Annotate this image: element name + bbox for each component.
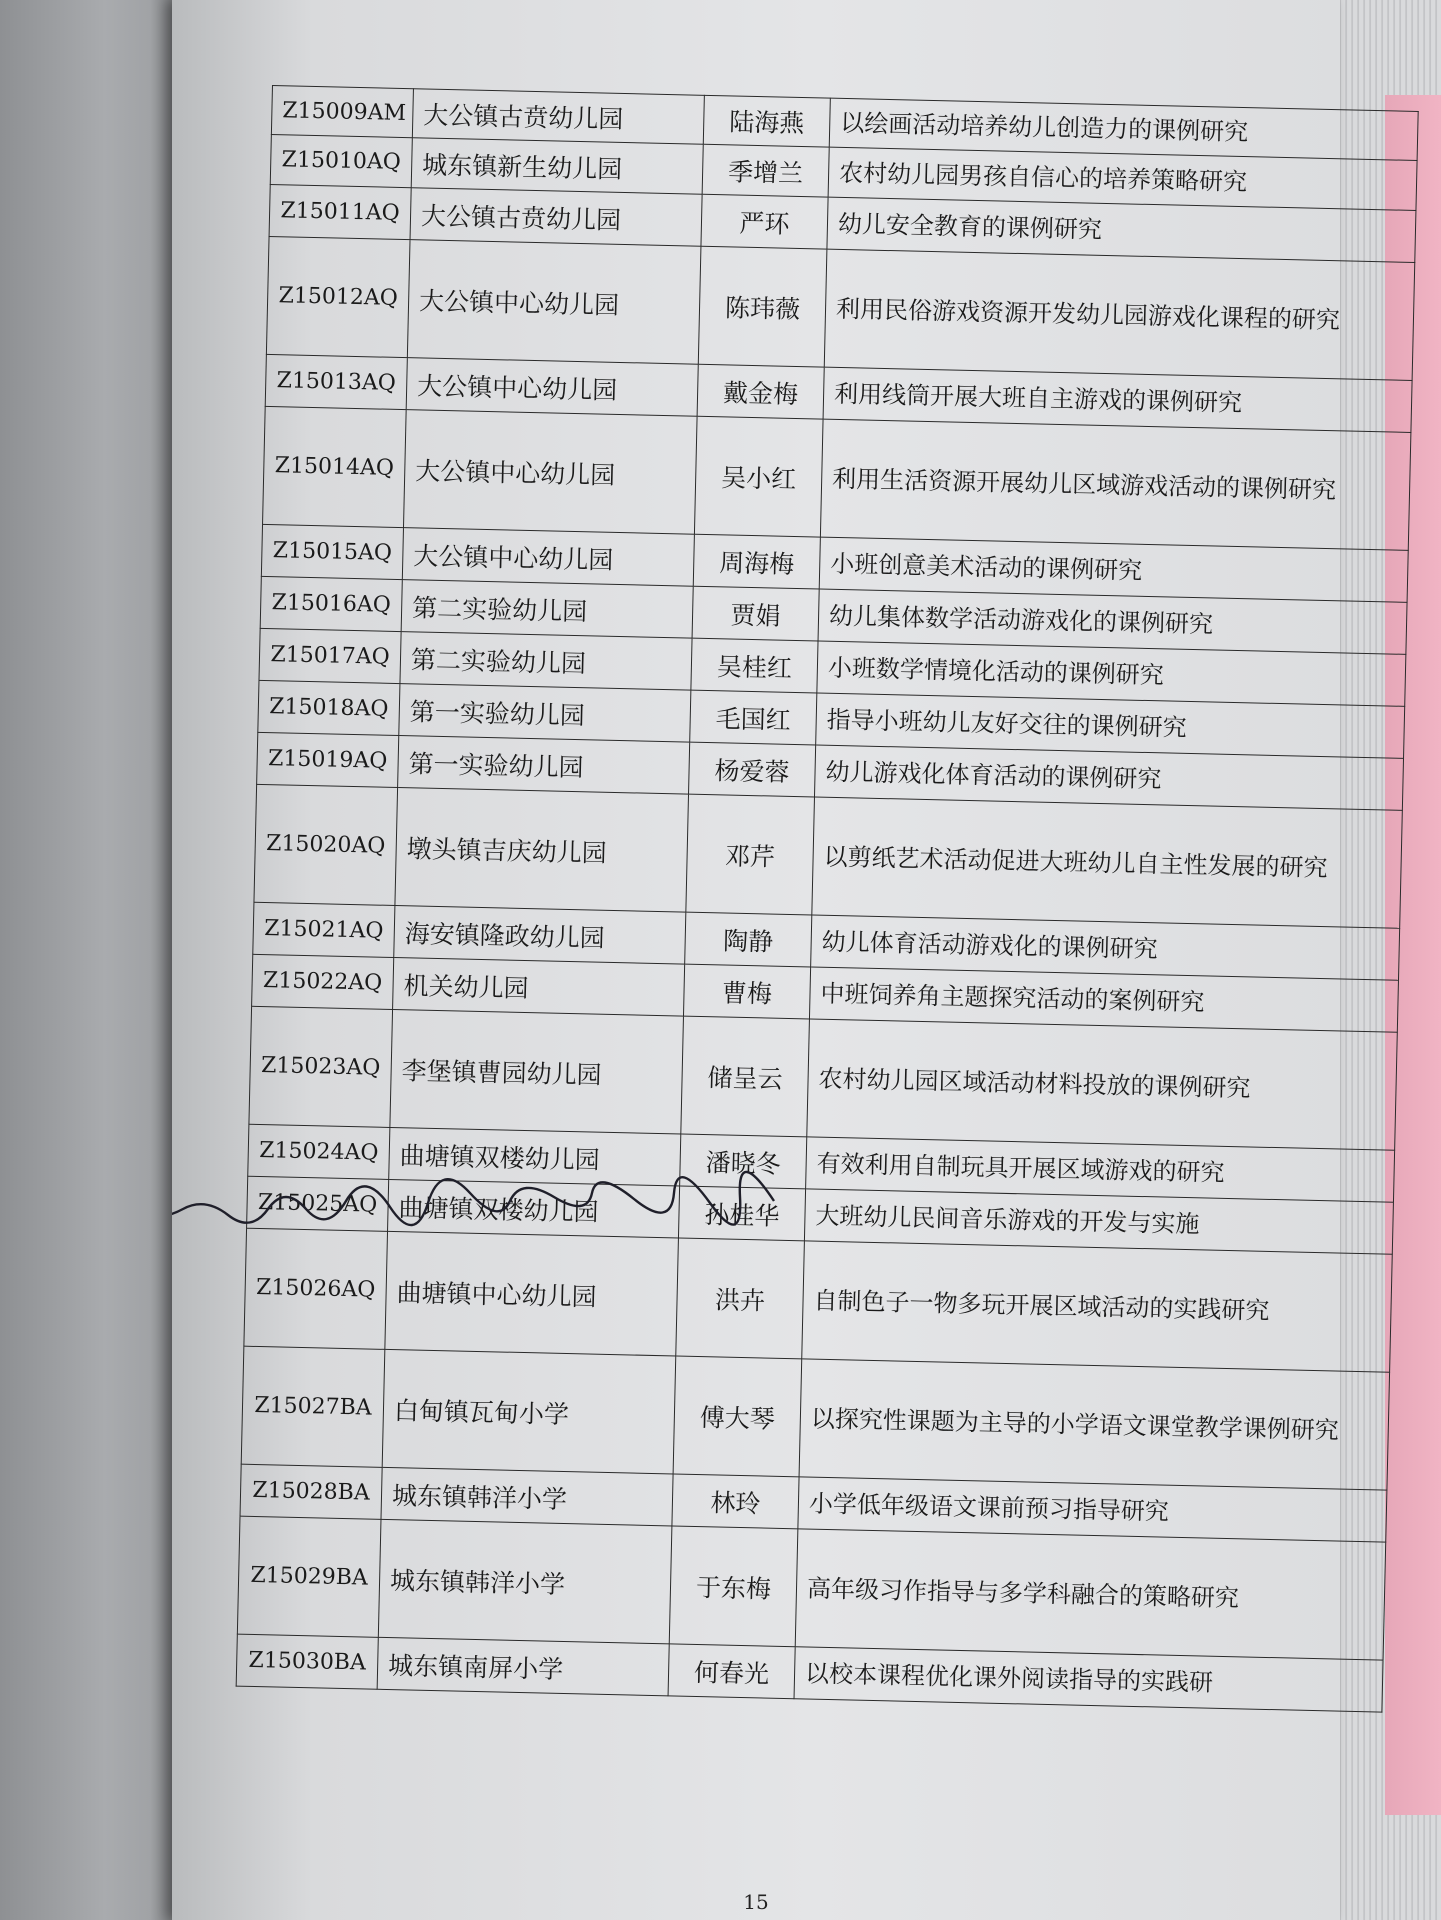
project-code-cell: Z15017AQ bbox=[259, 628, 401, 683]
project-code-cell: Z15023AQ bbox=[249, 1006, 393, 1127]
unit-cell: 曲塘镇双楼幼儿园 bbox=[388, 1179, 680, 1238]
project-title-cell: 农村幼儿园区域活动材料投放的课例研究 bbox=[807, 1019, 1398, 1150]
project-code-cell: Z15021AQ bbox=[253, 902, 395, 957]
project-title-cell: 利用民俗游戏资源开发幼儿园游戏化课程的研究 bbox=[824, 249, 1415, 380]
person-name-cell: 曹梅 bbox=[683, 964, 810, 1019]
person-name-cell: 邓芹 bbox=[686, 794, 815, 915]
page-number: 15 bbox=[743, 1890, 769, 1914]
unit-cell: 墩头镇吉庆幼儿园 bbox=[395, 788, 689, 913]
unit-cell: 第二实验幼儿园 bbox=[400, 632, 692, 691]
unit-cell: 大公镇中心幼儿园 bbox=[407, 240, 701, 365]
project-code-cell: Z15024AQ bbox=[248, 1124, 390, 1179]
person-name-cell: 周海梅 bbox=[693, 534, 820, 589]
project-code-cell: Z15027BA bbox=[241, 1346, 385, 1467]
person-name-cell: 孙桂华 bbox=[678, 1186, 805, 1241]
project-title-cell: 以绘画活动培养幼儿创造力的课例研究 bbox=[829, 98, 1418, 160]
project-code-cell: Z15030BA bbox=[236, 1634, 378, 1689]
project-code-cell: Z15022AQ bbox=[252, 954, 394, 1009]
unit-cell: 大公镇古贲幼儿园 bbox=[412, 89, 704, 145]
project-code-cell: Z15028BA bbox=[240, 1464, 382, 1519]
project-code-cell: Z15020AQ bbox=[254, 784, 398, 905]
person-name-cell: 毛国红 bbox=[690, 690, 817, 745]
person-name-cell: 戴金梅 bbox=[697, 364, 824, 419]
project-code-cell: Z15015AQ bbox=[261, 524, 403, 579]
project-title-cell: 小学低年级语文课前预习指导研究 bbox=[798, 1477, 1387, 1542]
person-name-cell: 陈玮薇 bbox=[698, 246, 827, 367]
project-code-cell: Z15018AQ bbox=[258, 680, 400, 735]
unit-cell: 城东镇韩洋小学 bbox=[381, 1467, 673, 1526]
person-name-cell: 贾娟 bbox=[692, 586, 819, 641]
project-title-cell: 小班数学情境化活动的课例研究 bbox=[817, 641, 1406, 706]
person-name-cell: 洪卉 bbox=[676, 1238, 805, 1359]
unit-cell: 城东镇南屏小学 bbox=[377, 1637, 669, 1696]
unit-cell: 大公镇中心幼儿园 bbox=[403, 410, 697, 535]
unit-cell: 机关幼儿园 bbox=[393, 957, 685, 1016]
project-title-cell: 指导小班幼儿友好交往的课例研究 bbox=[816, 693, 1405, 758]
project-title-cell: 小班创意美术活动的课例研究 bbox=[819, 537, 1408, 602]
unit-cell: 第二实验幼儿园 bbox=[401, 580, 693, 639]
person-name-cell: 何春光 bbox=[668, 1644, 795, 1699]
project-code-cell: Z15009AM bbox=[271, 86, 413, 138]
project-title-cell: 高年级习作指导与多学科融合的策略研究 bbox=[795, 1529, 1386, 1660]
left-book-page bbox=[0, 0, 175, 1920]
project-title-cell: 以校本课程优化课外阅读指导的实践研 bbox=[794, 1647, 1383, 1712]
unit-cell: 白甸镇瓦甸小学 bbox=[382, 1349, 676, 1474]
unit-cell: 大公镇古贲幼儿园 bbox=[410, 188, 702, 247]
person-name-cell: 吴小红 bbox=[694, 416, 823, 537]
project-title-cell: 幼儿游戏化体育活动的课例研究 bbox=[814, 745, 1403, 810]
project-title-cell: 利用线筒开展大班自主游戏的课例研究 bbox=[823, 367, 1412, 432]
person-name-cell: 傅大琴 bbox=[673, 1356, 802, 1477]
person-name-cell: 于东梅 bbox=[669, 1526, 798, 1647]
person-name-cell: 吴桂红 bbox=[691, 638, 818, 693]
project-code-cell: Z15010AQ bbox=[270, 134, 412, 187]
person-name-cell: 严环 bbox=[701, 194, 828, 249]
unit-cell: 城东镇韩洋小学 bbox=[378, 1519, 672, 1644]
project-code-cell: Z15016AQ bbox=[260, 576, 402, 631]
unit-cell: 大公镇中心幼儿园 bbox=[406, 358, 698, 417]
unit-cell: 李堡镇曹园幼儿园 bbox=[390, 1009, 684, 1134]
unit-cell: 第一实验幼儿园 bbox=[398, 736, 690, 795]
project-code-cell: Z15025AQ bbox=[247, 1176, 389, 1231]
project-table bbox=[236, 85, 1419, 1713]
project-table-body bbox=[236, 86, 1418, 1713]
project-title-cell: 有效利用自制玩具开展区域游戏的研究 bbox=[806, 1137, 1395, 1202]
person-name-cell: 杨爱蓉 bbox=[689, 742, 816, 797]
unit-cell: 曲塘镇双楼幼儿园 bbox=[389, 1127, 681, 1186]
project-code-cell: Z15012AQ bbox=[266, 236, 410, 357]
unit-cell: 城东镇新生幼儿园 bbox=[411, 138, 703, 195]
project-title-cell: 幼儿安全教育的课例研究 bbox=[827, 197, 1416, 262]
unit-cell: 大公镇中心幼儿园 bbox=[402, 528, 694, 587]
project-title-cell: 幼儿体育活动游戏化的课例研究 bbox=[811, 915, 1400, 980]
person-name-cell: 林玲 bbox=[672, 1474, 799, 1529]
project-code-cell: Z15013AQ bbox=[265, 354, 407, 409]
project-title-cell: 以剪纸艺术活动促进大班幼儿自主性发展的研究 bbox=[812, 797, 1403, 928]
project-title-cell: 幼儿集体数学活动游戏化的课例研究 bbox=[818, 589, 1407, 654]
unit-cell: 曲塘镇中心幼儿园 bbox=[385, 1231, 679, 1356]
person-name-cell: 储呈云 bbox=[681, 1016, 810, 1137]
project-code-cell: Z15026AQ bbox=[244, 1228, 388, 1349]
project-title-cell: 农村幼儿园男孩自信心的培养策略研究 bbox=[828, 147, 1417, 210]
project-title-cell: 大班幼儿民间音乐游戏的开发与实施 bbox=[804, 1189, 1393, 1254]
project-code-cell: Z15011AQ bbox=[269, 184, 411, 239]
unit-cell: 海安镇隆政幼儿园 bbox=[394, 905, 686, 964]
project-code-cell: Z15029BA bbox=[237, 1516, 381, 1637]
project-title-cell: 中班饲养角主题探究活动的案例研究 bbox=[809, 967, 1398, 1032]
person-name-cell: 陶静 bbox=[685, 912, 812, 967]
document-page bbox=[172, 0, 1340, 1920]
project-code-cell: Z15014AQ bbox=[263, 406, 407, 527]
project-code-cell: Z15019AQ bbox=[257, 732, 399, 787]
unit-cell: 第一实验幼儿园 bbox=[399, 684, 691, 743]
project-title-cell: 自制色子一物多玩开展区域活动的实践研究 bbox=[802, 1241, 1393, 1372]
project-title-cell: 以探究性课题为主导的小学语文课堂教学课例研究 bbox=[799, 1359, 1390, 1490]
project-title-cell: 利用生活资源开展幼儿区域游戏活动的课例研究 bbox=[820, 419, 1411, 550]
person-name-cell: 季增兰 bbox=[702, 144, 829, 197]
person-name-cell: 陆海燕 bbox=[703, 95, 830, 147]
person-name-cell: 潘晓冬 bbox=[680, 1134, 807, 1189]
